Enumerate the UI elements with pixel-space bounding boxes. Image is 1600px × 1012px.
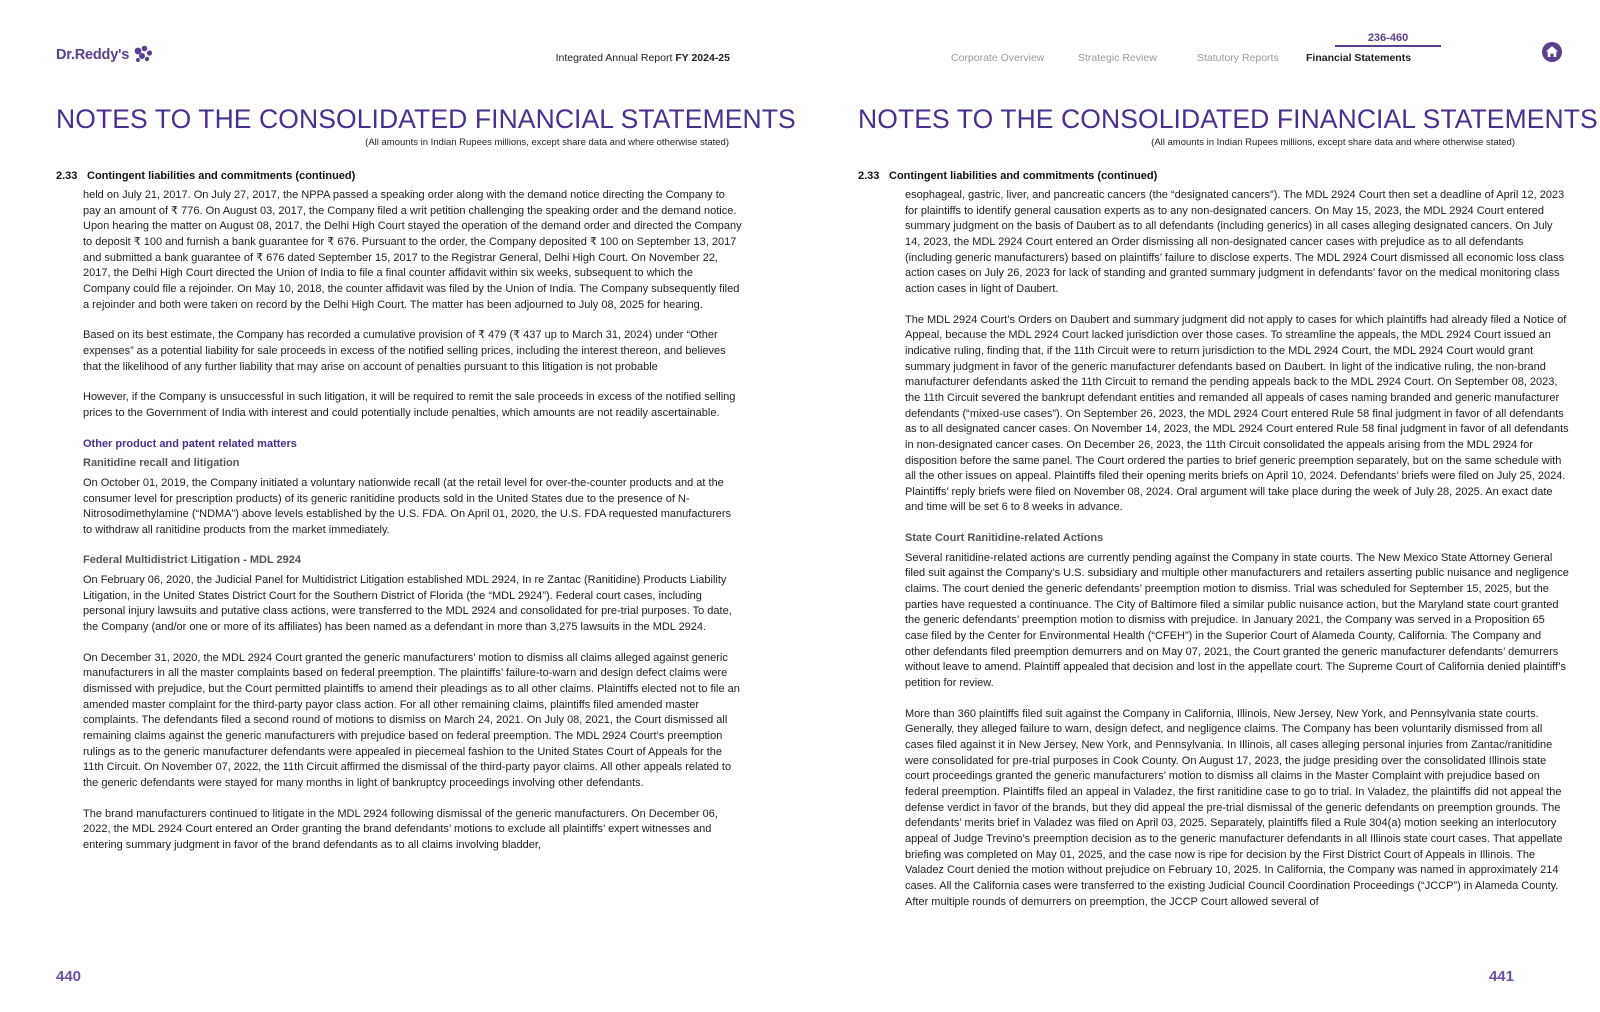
section-heading bbox=[858, 170, 1157, 182]
right-body-text bbox=[905, 188, 1569, 925]
page-title: NOTES TO THE CONSOLIDATED FINANCIAL STATEMENTS bbox=[56, 104, 796, 134]
paragraph: Based on its best estimate, the Company has recorded a cumulative provision of ₹ 479 (₹ 437 up to March 31, 2024) under “Other expenses” as a potential liability for sale proceeds in excess of the notified selling prices, including the interest thereon, and believes that the likelihood of any further liability that may arise on account of penalties pursuant to this litigation is not probable bbox=[83, 329, 726, 373]
left-body-text bbox=[83, 188, 743, 869]
nav-corporate-overview[interactable]: Corporate Overview bbox=[951, 52, 1045, 64]
state-court-title: State Court Ranitidine-related Actions bbox=[905, 532, 1104, 545]
page-number: 441 bbox=[1488, 968, 1514, 985]
report-title-year: FY 2024-25 bbox=[675, 52, 730, 64]
paragraph: esophageal, gastric, liver, and pancreatic cancers (the “designated cancers”). The MDL 2924 Court then set a deadline of April 12, 2023 for plaintiffs to identify general causation experts as to any non-designated cancers. On May 15, 2023, the MDL 2924 Court entered summary judgment on the basis of Daubert as to all defendants (including generics) in all cases alleging designated cancers. On July 14, 2023, the MDL 2924 Court entered an Order dismissing all non-designated cancer cases with prejudice as to all defendants (including generic manufacturers) based on plaintiffs’ failure to disclose experts. The MDL 2924 Court dismissed all economic loss class action cases on July 26, 2023 for lack of standing and granted summary judgment in defendants’ favor on the medical monitoring class action cases in light of Daubert. bbox=[905, 189, 1565, 295]
paragraph: On February 06, 2020, the Judicial Panel for Multidistrict Litigation established MDL 2924, In re Zantac (Ranitidine) Products Liability Litigation, in the United States District Court for the Southern District of Florida (the “MDL 2924”). Federal court cases, including personal injury lawsuits and putative class actions, were transferred to the MDL 2924 and consolidated for pre-trial purposes. To date, the Company (and/or one or more of its affiliates) has been named as a defendant in more than 3,275 lawsuits in the MDL 2924. bbox=[83, 574, 732, 634]
mdl-title: Federal Multidistrict Litigation - MDL 2924 bbox=[83, 554, 301, 567]
amounts-note: (All amounts in Indian Rupees millions, except share data and where otherwise stated) bbox=[1151, 137, 1515, 148]
paragraph: On October 01, 2019, the Company initiated a voluntary nationwide recall (at the retail level for over-the-counter products and at the consumer level for prescription products) of its generic ranitidine products sold in the United States due to the presence of N-Nitrosodimethylamine (“NDMA”) above levels established by the U.S. FDA. On April 01, 2020, the U.S. FDA requested manufacturers to withdraw all ranitidine products from the market immediately. bbox=[83, 476, 732, 536]
ranitidine-title: Ranitidine recall and litigation bbox=[83, 457, 240, 470]
page-title: NOTES TO THE CONSOLIDATED FINANCIAL STATEMENTS bbox=[858, 104, 1598, 134]
paragraph: The brand manufacturers continued to litigate in the MDL 2924 following dismissal of the generic manufacturers. On December 06, 2022, the MDL 2924 Court entered an Order granting the brand defendants’ motions to exclude all plaintiffs’ expert witnesses and entering summary judgment in favor of the brand defendants as to all claims involving bladder, bbox=[83, 807, 718, 851]
brand-mark-icon bbox=[132, 44, 154, 66]
section-number: 2.33 bbox=[56, 170, 78, 182]
nav-financial-statements[interactable]: Financial Statements bbox=[1306, 52, 1412, 64]
amounts-note: (All amounts in Indian Rupees millions, except share data and where otherwise stated) bbox=[365, 137, 729, 148]
paragraph: On December 31, 2020, the MDL 2924 Court granted the generic manufacturers’ motion to dismiss all claims alleged against generic manufacturers in all the master complaints based on federal preemption. The plaintiffs’ failure-to-warn and design defect claims were dismissed with prejudice, but the Court permitted plaintiffs to amend their pleadings as to all other claims. Plaintiffs elected not to file an amended master complaint for the third-party payor class action. For all other remaining claims, plaintiffs filed amended master complaints. The defendants filed a second round of motions to dismiss on March 24, 2021. On July 08, 2021, the Court dismissed all remaining claims against the generic manufacturers with prejudice based on federal preemption. The MDL 2924 Court’s preemption rulings as to the generic manufacturer defendants were appealed in piecemeal fashion to the United States Court of Appeals for the 11th Circuit. On November 07, 2022, the 11th Circuit affirmed the dismissal of the third-party payor claims. All other appeals related to the generic defendants were stayed for many months in light of bankruptcy proceedings involving other defendants. bbox=[83, 651, 740, 789]
subsection-title: Other product and patent related matters bbox=[83, 437, 297, 450]
right-page bbox=[800, 0, 1600, 1012]
paragraph: More than 360 plaintiffs filed suit against the Company in California, Illinois, New Jersey, New York, and Pennsylvania state courts. Generally, they alleged failure to warn, design defect, and negligence claims. The Company has been voluntarily dismissed from all cases filed against it in New Jersey, New York, and Pennsylvania. In Illinois, all cases alleging personal injuries from Zantac/ranitidine were consolidated for pre-trial purposes in Cook County. On August 17, 2023, the judge presiding over the consolidated Illinois state court proceedings granted the generic manufacturers’ motion to dismiss all claims in the Master Complaint with prejudice based on federal preemption. Plaintiffs filed an appeal in Valadez, the first ranitidine case to go to trial. In Valadez, the plaintiffs did not appeal the defense verdict in favor of the brands, but they did appeal the pre-trial dismissal of the generic defendants on preemption grounds. The defendants’ merits brief in Valadez was filed on April 03, 2025. Separately, plaintiffs filed a Rule 304(a) motion seeking an interlocutory appeal of Judge Trevino’s preemption decision as to the generic manufacturer defendants in all Illinois state court cases. That appellate briefing was completed on May 01, 2025, and the case now is ripe for decision by the First District Court of Appeals in Illinois. The Valadez Court denied the motion without prejudice on February 10, 2025. In California, the Company was named in approximately 214 cases. All the California cases were transferred to the existing Judicial Council Coordination Proceedings (“JCCP”) in Alameda County. After multiple rounds of demurrers on preemption, the JCCP Court allowed several of bbox=[905, 707, 1563, 908]
section-title: Contingent liabilities and commitments (continued) bbox=[87, 170, 356, 182]
brand-name: Dr.Reddy's bbox=[56, 47, 130, 63]
paragraph: The MDL 2924 Court’s Orders on Daubert and summary judgment did not apply to cases for which plaintiffs had already filed a Notice of Appeal, because the MDL 2924 Court lacked jurisdiction over those cases. To streamline the appeals, the MDL 2924 Court issued an indicative ruling, finding that, if the 11th Circuit were to return jurisdiction to the MDL 2924 Court, the MDL 2924 Court would grant summary judgment in favor of the generic manufacturer defendants based on Daubert. In light of the indicative ruling, the non-brand manufacturer defendants asked the 11th Circuit to remand the pending appeals back to the MDL 2924 Court. On September 08, 2023, the 11th Circuit severed the bankrupt defendant entities and remanded all appeals of cases naming branded and generic manufacturer defendants (“mixed-use cases”). On September 26, 2023, the MDL 2924 Court entered Rule 58 final judgment in favor of all defendants as to all designated cancer cases. On November 14, 2023, the MDL 2924 Court entered Rule 58 final judgment in favor of all defendants in non-designated cancer cases. On December 26, 2023, the 11th Circuit consolidated the appeals arising from the MDL 2924 for disposition before the same panel. The Court ordered the parties to brief generic preemption separately, but on the same schedule with all the other issues on appeal. Plaintiffs filed their opening merits briefs on April 10, 2024. Defendants’ briefs were filed on July 25, 2024. Plaintiffs’ reply briefs were filed on November 08, 2024. Oral argument will take place during the week of July 28, 2025. An exact date and time will be set 6 to 8 weeks in advance. bbox=[905, 313, 1569, 514]
report-title bbox=[556, 52, 730, 64]
page-range: 236-460 bbox=[1335, 32, 1441, 47]
report-title-prefix: Integrated Annual Report bbox=[555, 52, 673, 64]
paragraph: Several ranitidine-related actions are currently pending against the Company in state courts. The New Mexico State Attorney General filed suit against the Company’s U.S. subsidiary and multiple other manufacturers and retailers asserting public nuisance and negligence claims. The court denied the generic defendants’ preemption motion to dismiss. Trial was scheduled for September 15, 2025, but the parties have requested a continuance. The City of Baltimore filed a similar public nuisance action, but the Maryland state court granted the generic defendants’ preemption motion to dismiss with prejudice. In January 2021, the Company was served in a Proposition 65 case filed by the Center for Environmental Health (“CFEH”) in the Superior Court of Alameda County, California. The Company and other defendants filed preemption demurrers and on May 07, 2021, the Court granted the generic manufacturer defendants’ demurrers without leave to amend. Plaintiff appealed that decision and lost in the appellate court. The Supreme Court of California denied plaintiff’s petition for review. bbox=[905, 551, 1569, 690]
brand-logo[interactable] bbox=[56, 44, 154, 66]
section-heading bbox=[56, 170, 355, 182]
nav-statutory-reports[interactable]: Statutory Reports bbox=[1197, 52, 1279, 64]
nav-strategic-review[interactable]: Strategic Review bbox=[1078, 52, 1157, 64]
paragraph: held on July 21, 2017. On July 27, 2017, the NPPA passed a speaking order along with the demand notice directing the Company to pay an amount of ₹ 776. On August 03, 2017, the Company filed a writ petition challenging the speaking order and the demand notice. Upon hearing the matter on August 08, 2017, the Delhi High Court stayed the operation of the demand order and directed the Company to deposit ₹ 100 and furnish a bank guarantee for ₹ 676. Pursuant to the order, the Company deposited ₹ 100 on September 13, 2017 and submitted a bank guarantee of ₹ 676 dated September 15, 2017 to the Registrar General, Delhi High Court. On November 22, 2017, the Delhi High Court directed the Union of India to file a final counter affidavit within six weeks, subsequent to which the Company could file a rejoinder. On May 10, 2018, the counter affidavit was filed by the Union of India. The Company subsequently filed a rejoinder and both were taken on record by the Delhi High Court. The matter has been adjourned to July 08, 2025 for hearing. bbox=[83, 189, 742, 311]
section-title: Contingent liabilities and commitments (continued) bbox=[889, 170, 1158, 182]
home-icon[interactable] bbox=[1541, 41, 1563, 63]
page-number: 440 bbox=[56, 968, 82, 985]
paragraph: However, if the Company is unsuccessful in such litigation, it will be required to remit the sale proceeds in excess of the notified selling prices to the Government of India with interest and could potentially include penalties, which amounts are not readily ascertainable. bbox=[83, 391, 736, 419]
section-number: 2.33 bbox=[858, 170, 880, 182]
